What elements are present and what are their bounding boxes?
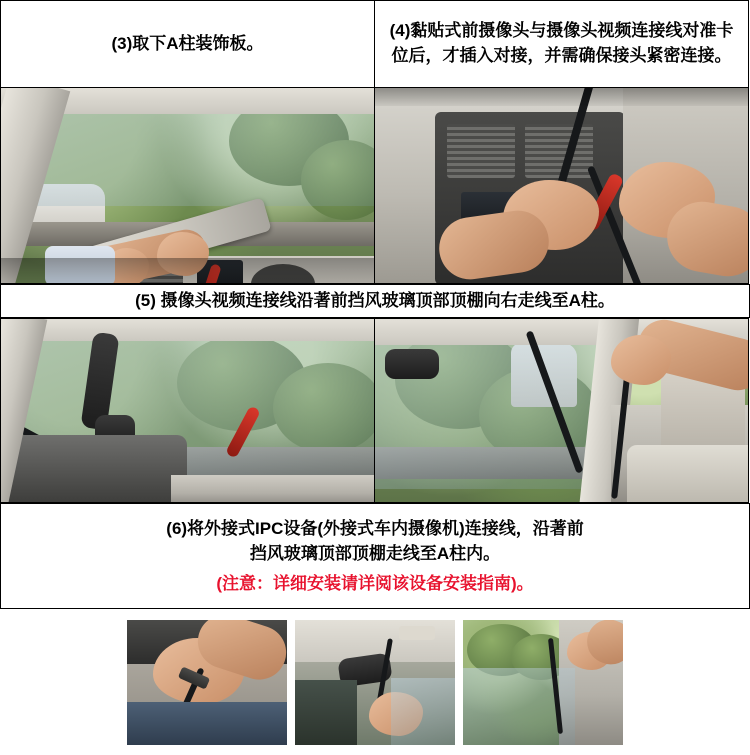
photo-3-scene <box>1 319 374 502</box>
photo-remove-a-pillar-trim <box>0 87 375 284</box>
interior-light <box>399 626 435 640</box>
caption-step-5 <box>0 284 750 318</box>
caption-step-6-line2: 挡风玻璃顶部顶棚走线至A柱内。 <box>249 544 501 564</box>
caption-step-5-text: (5) 摄像头视频连接线沿著前挡风玻璃顶部顶棚向右走线至A柱。 <box>135 290 615 310</box>
photo-exterior-a-pillar <box>463 620 623 745</box>
caption-step-3-text: (3)取下A柱装饰板。 <box>111 33 264 53</box>
cell-caption-4 <box>375 0 750 88</box>
caption-step-6 <box>0 503 750 609</box>
cell-caption-3 <box>0 0 375 88</box>
photo-connect-camera-cable <box>374 87 749 284</box>
caption-step-4 <box>374 0 749 88</box>
door-trim <box>627 445 749 503</box>
photo-route-cable-along-headliner <box>0 318 375 503</box>
photo-4-scene <box>375 319 748 502</box>
dashboard <box>171 475 375 503</box>
caption-step-4-text: (4)黏贴式前摄像头与摄像头视频连接线对准卡位后，才插入对接，并需确保接头紧密连接。 <box>389 21 734 65</box>
row-photos-5-6-7 <box>0 610 750 755</box>
caption-step-6-note: (注意：详细安装请详阅该设备安装指南)。 <box>216 573 534 593</box>
headliner <box>1 319 375 341</box>
photo-route-cable-to-a-pillar <box>374 318 749 503</box>
installer-hand <box>611 335 671 385</box>
photo-headliner-routing <box>295 620 455 745</box>
windshield-glass <box>391 678 455 745</box>
row-caption-6 <box>0 504 750 610</box>
denim-jeans <box>127 702 287 745</box>
sun-visor <box>1 435 187 503</box>
photo-1-vignette <box>1 258 375 284</box>
row-photos-1-2 <box>0 88 750 285</box>
photo-1-scene <box>1 88 374 283</box>
photo-2-vignette <box>375 88 749 106</box>
photo-7-scene <box>463 620 623 745</box>
photo-5-scene <box>127 620 287 745</box>
caption-step-6-line1: (6)将外接式IPC设备(外接式车内摄像机)连接线，沿著前 <box>166 518 584 538</box>
row-captions-3-4 <box>0 0 750 88</box>
photo-connector-closeup <box>127 620 287 745</box>
windshield-dark <box>295 680 357 745</box>
row-caption-5 <box>0 285 750 319</box>
air-vent <box>447 124 515 178</box>
photo-2-scene <box>375 88 748 283</box>
air-vent <box>525 124 593 178</box>
photo-6-scene <box>295 620 455 745</box>
row-photos-3-4 <box>0 319 750 504</box>
side-mirror <box>385 349 439 379</box>
caption-step-3 <box>0 0 375 88</box>
